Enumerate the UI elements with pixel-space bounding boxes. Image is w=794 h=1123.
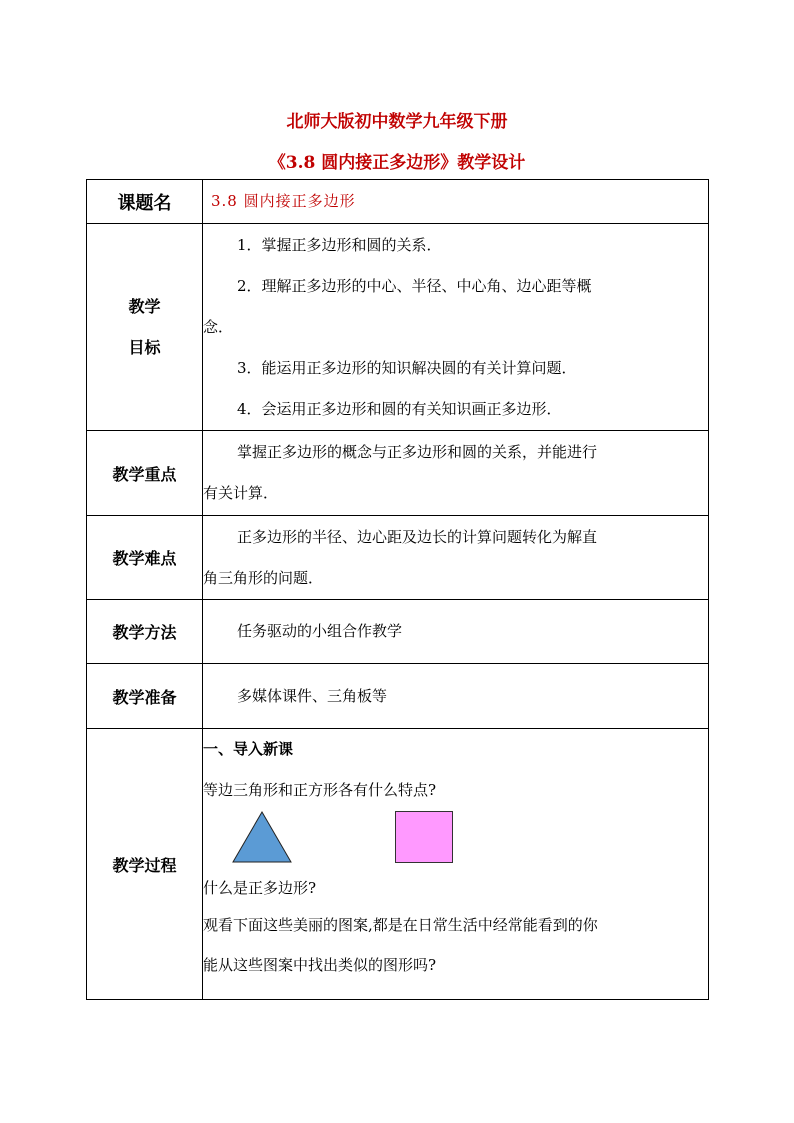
square bbox=[395, 811, 453, 863]
equilateral-triangle bbox=[231, 811, 293, 865]
objective-item: 念． bbox=[203, 317, 234, 336]
objective-item: 4．会运用正多边形和圆的有关知识画正多边形． bbox=[237, 399, 562, 418]
difficulties-content bbox=[203, 516, 709, 600]
lesson-plan-table bbox=[86, 179, 709, 1000]
key-points-line2: 有关计算． bbox=[203, 484, 279, 502]
difficulties-line2: 角三角形的问题． bbox=[203, 568, 324, 587]
row-difficulties bbox=[87, 516, 709, 600]
row-process bbox=[87, 729, 709, 1000]
topic-label: 课题名 bbox=[87, 180, 203, 224]
objectives-label bbox=[87, 224, 203, 431]
document-subtitle: 《3.8 圆内接正多边形》教学设计 bbox=[268, 153, 526, 173]
process-content bbox=[203, 729, 709, 1000]
objective-item: 2．理解正多边形的中心、半径、中心角、边心距等概 bbox=[237, 276, 592, 295]
process-heading: 一、导入新课 bbox=[203, 740, 294, 758]
document-title: 北师大版初中数学九年级下册 bbox=[286, 112, 508, 132]
key-points-label: 教学重点 bbox=[87, 431, 203, 516]
objective-item: 3．能运用正多边形的知识解决圆的有关计算问题． bbox=[237, 358, 577, 377]
row-objectives bbox=[87, 224, 709, 431]
difficulties-line1: 正多边形的半径、边心距及边长的计算问题转化为解直 bbox=[237, 527, 598, 546]
preparation-label: 教学准备 bbox=[87, 664, 203, 729]
row-method bbox=[87, 600, 709, 664]
shapes-figure bbox=[203, 811, 708, 871]
row-key-points bbox=[87, 431, 709, 516]
method-label: 教学方法 bbox=[87, 600, 203, 664]
preparation-value: 多媒体课件、三角板等 bbox=[237, 686, 388, 705]
row-topic bbox=[87, 180, 709, 224]
objectives-label-line2: 目标 bbox=[128, 338, 161, 357]
process-label: 教学过程 bbox=[87, 729, 203, 1000]
row-preparation bbox=[87, 664, 709, 729]
process-question: 等边三角形和正方形各有什么特点? bbox=[203, 781, 437, 799]
objectives-content bbox=[203, 224, 709, 431]
difficulties-label: 教学难点 bbox=[87, 516, 203, 600]
topic-value: 3.8 圆内接正多边形 bbox=[211, 192, 356, 210]
process-line-b: 观看下面这些美丽的图案,都是在日常生活中经常能看到的你 bbox=[203, 916, 598, 934]
key-points-content bbox=[203, 431, 709, 516]
method-value: 任务驱动的小组合作教学 bbox=[237, 622, 403, 640]
process-line-a: 什么是正多边形? bbox=[203, 879, 317, 897]
process-line-c: 能从这些图案中找出类似的图形吗? bbox=[203, 956, 437, 974]
objectives-label-line1: 教学 bbox=[128, 297, 161, 316]
key-points-line1: 掌握正多边形的概念与正多边形和圆的关系，并能进行 bbox=[237, 443, 598, 461]
objective-item: 1．掌握正多边形和圆的关系． bbox=[237, 235, 442, 254]
